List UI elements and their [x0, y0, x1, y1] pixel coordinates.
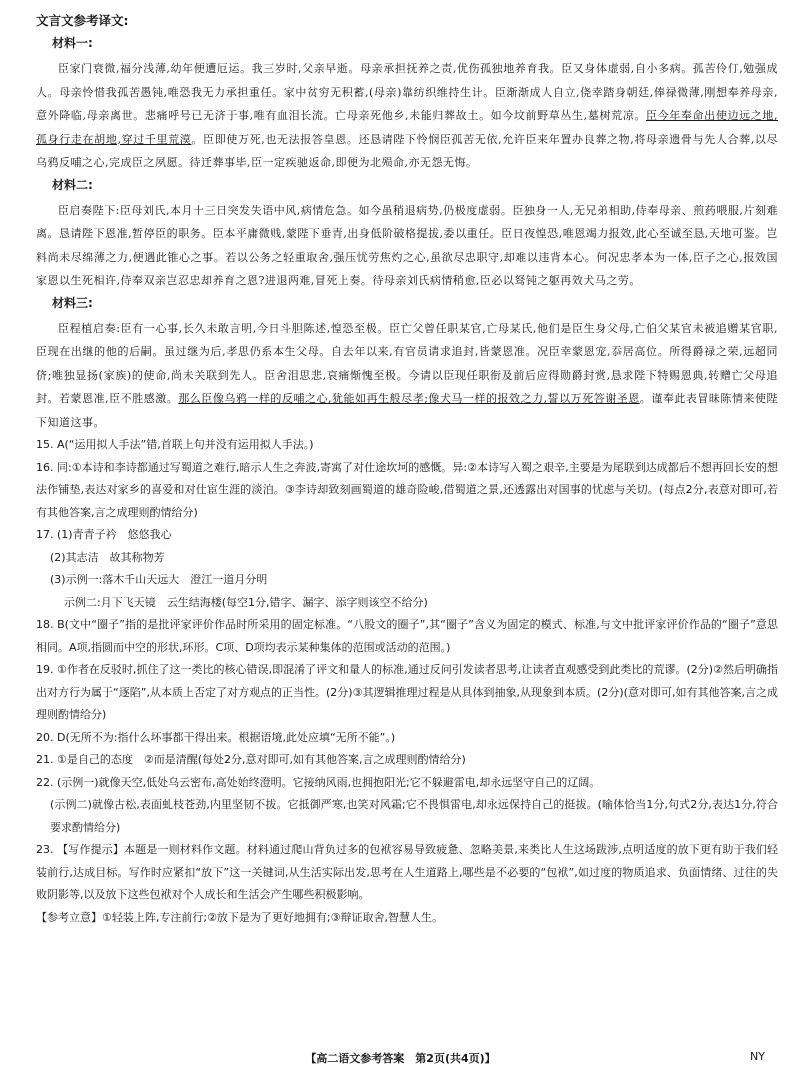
- material-1-text: 臣家门衰微,福分浅薄,幼年便遭厄运。我三岁时,父亲早逝。母亲承担抚养之责,优伤孤独地养育我。臣又身体虚弱,自小多病。孤苦伶仃,勉强成人。母亲怜惜我孤苦愚钝,唯恐我无力承担重任。家中贫穷无积蓄,(母亲)靠纺织维持生计。臣渐渐成人自立,侥幸踏身朝廷,俸禄微薄,刚想奉养母亲,意外降临,母亲离世。悲痛呼号已无济于事,唯有血泪长流。亡母亲死他乡,未能归葬故土。如今坟前野草丛生,墓树荒凉。臣今年奉命出使边远之地,孤身行走在胡地,穿过千里荒漠。臣即使万死,也无法报答皇恩。还恳请陛下怜悯臣孤苦无依,允许臣来年置办良葬之物,将母亲遗骨与先人合葬,以尽乌鸦反哺之心,完成臣之夙愿。待迁葬事毕,臣一定疾驰返命,即便为北殒命,亦无怨无悔。: [36, 62, 779, 169]
- answer-23-writing-tip: 23. 【写作提示】本题是一则材料作文题。材料通过爬山背负过多的包袱容易导致疲惫、忽略美景,来类比人生这场跋涉,点明适度的放下更有助于我们轻装前行,达成目标。写作时应紧扣“放下”这一关键词,从生活实际出发,思考在人生道路上,哪些是不必要的“包袱”,如过度的物质追求、负面情绪、过往的失败阴影等,以及放下这些包袱对个人成长和生活会产生哪些积极影响。: [36, 843, 778, 901]
- answer-17-2: (2)其志洁 故其称物芳: [50, 550, 165, 564]
- answer-20: 20. D(无所不为:指什么坏事都干得出来。根据语境,此处应填“无所不能”。): [36, 730, 396, 744]
- answer-22-example-2: (示例二)就像古松,表面虬枝苍劲,内里坚韧不拔。它抵御严寒,也笑对风霜;它不畏惧雷电,却永远保持自己的挺拔。(喻体恰当1分,句式2分,表达1分,符合要求酌情给分): [50, 798, 778, 834]
- translation-title: 文言文参考译文:: [36, 13, 129, 28]
- answer-17-1: 17. (1)青青子衿 悠悠我心: [36, 528, 172, 541]
- answer-21: 21. ①是自己的态度 ②而是清醒(每处2分,意对即可,如有其他答案,言之成理则酌情给分): [36, 753, 466, 766]
- answer-17-4: 示例二:月下飞天镜 云生结海楼(每空1分,错字、漏字、添字则该空不给分): [64, 595, 428, 609]
- page-footer: [0, 1050, 801, 1070]
- footer-code: NY: [750, 1050, 765, 1063]
- answer-16: 16. 同:①本诗和李诗都通过写蜀道之难行,暗示人生之奔波,寄寓了对仕途坎坷的感慨。异:②本诗写入蜀之艰辛,主要是为尾联到达成都后不想再回长安的想法作铺垫,表达对家乡的喜爱和对仕宦生涯的淡泊。③李诗却致刻画蜀道的雄奇险峻,借蜀道之景,还透露出对国事的忧虑与关切。(每点2分,表意对即可,若有其他答案,言之成理则酌情给分): [36, 460, 778, 519]
- answer-18: 18. B(文中“圈子”指的是批评家评价作品时所采用的固定标准。“八股文的圈子”,其“圈子”含义为固定的模式、标准,与文中批评家评价作品的“圈子”意思相同。A项,指圆而中空的形状,环形。C项、D项均表示某种集体的范围或活动的范围。): [36, 618, 778, 654]
- material-3-underlined: 那么臣像乌鸦一样的反哺之心,犹能如再生般尽孝;像犬马一样的报效之力,誓以万死答谢圣恩: [178, 392, 640, 405]
- material-1-label: 材料一:: [52, 36, 93, 50]
- answer-19: 19. ①作者在反驳时,抓住了这一类比的核心错误,即混淆了评文和量人的标准,通过反问引发读者思考,让读者直观感受到此类比的荒谬。(2分)②然后明确指出对方行为属于“逐陷”,从本质上否定了对方观点的正当性。(2分)③其逻辑推理过程是从具体到抽象,从现象到本质。(2分)(意对即可,如有其他答案,言之成理则酌情给分): [36, 663, 778, 721]
- material-1-underlined: 臣今年奉命出使边远之地,孤身行走在胡地,穿过千里荒漠: [36, 109, 778, 146]
- material-2-label: 材料二:: [52, 177, 93, 192]
- material-3-text: 臣程植启奏:臣有一心事,长久未敢言明,今日斗胆陈述,惶恐至极。臣亡父曾任职某官,亡母某氏,他们是臣生身父母,亡伯父某官未被追赠某官职,臣现在出继的他的后嗣。虽过继为后,孝思仍系本生父母。自去年以来,有官员请求追封,皆蒙恩准。况臣幸蒙恩宠,忝居高位。所得爵禄之荣,远超同侪;唯独显扬(家族)的使命,尚未关联到先人。臣舍泪思悲,哀痛惭愧至极。今请以臣现任职衔及前后应得勋爵封赏,恳求陛下特赐恩典,转赠亡父母追封。若蒙恩准,臣不胜感激。那么臣像乌鸦一样的反哺之心,犹能如再生般尽孝;像犬马一样的报效之力,誓以万死答谢圣恩。谨奉此表冒昧陈情来使陛下知道这事。: [36, 321, 779, 429]
- answer-15: 15. A(“运用拟人手法”错,首联上句并没有运用拟人手法。): [36, 438, 314, 451]
- answer-23-reference-themes: 【参考立意】①轻装上阵,专注前行;②放下是为了更好地拥有;③辩证取舍,智慧人生。: [36, 910, 443, 924]
- material-2-text: 臣启奏陛下:臣母刘氏,本月十三日突发失语中风,病情危急。如今虽稍退病势,仍极度虚弱。臣独身一人,无兄弟相助,侍奉母亲、煎药喂服,片刻难离。恳请陛下恩准,暂停臣的职务。臣本平庸微贱,蒙陛下垂青,出身低阶破格提拔,委以重任。臣日夜惶恐,唯恩竭力报效,此心至诚至恳,天地可鉴。岂料尚未尽绵薄之力,便遇此锥心之事。若以公务之轻重取舍,强压忧劳焦灼之心,虽欲尽忠职守,却难以违背本心。何况忠孝本为一体,臣子之心,报效国家恩以生死相许,侍奉双亲岂忍忠却养育之恩?进退两难,冒死上奏。待母亲刘氏病情稍愈,臣必以驽钝之躯再效犬马之劳。: [36, 203, 778, 287]
- page-content: [36, 12, 778, 929]
- answer-17-3: (3)示例一:落木千山天远大 澄江一道月分明: [50, 573, 268, 586]
- footer-page-label: 【高二语文参考答案 第2页(共4页)】: [305, 1052, 496, 1065]
- answer-22-example-1: 22. (示例一)就像天空,低处乌云密布,高处始终澄明。它接纳风雨,也拥抱阳光;它不躲避雷电,却永远坚守自己的辽阔。: [36, 775, 601, 789]
- material-3-label: 材料三:: [52, 295, 93, 310]
